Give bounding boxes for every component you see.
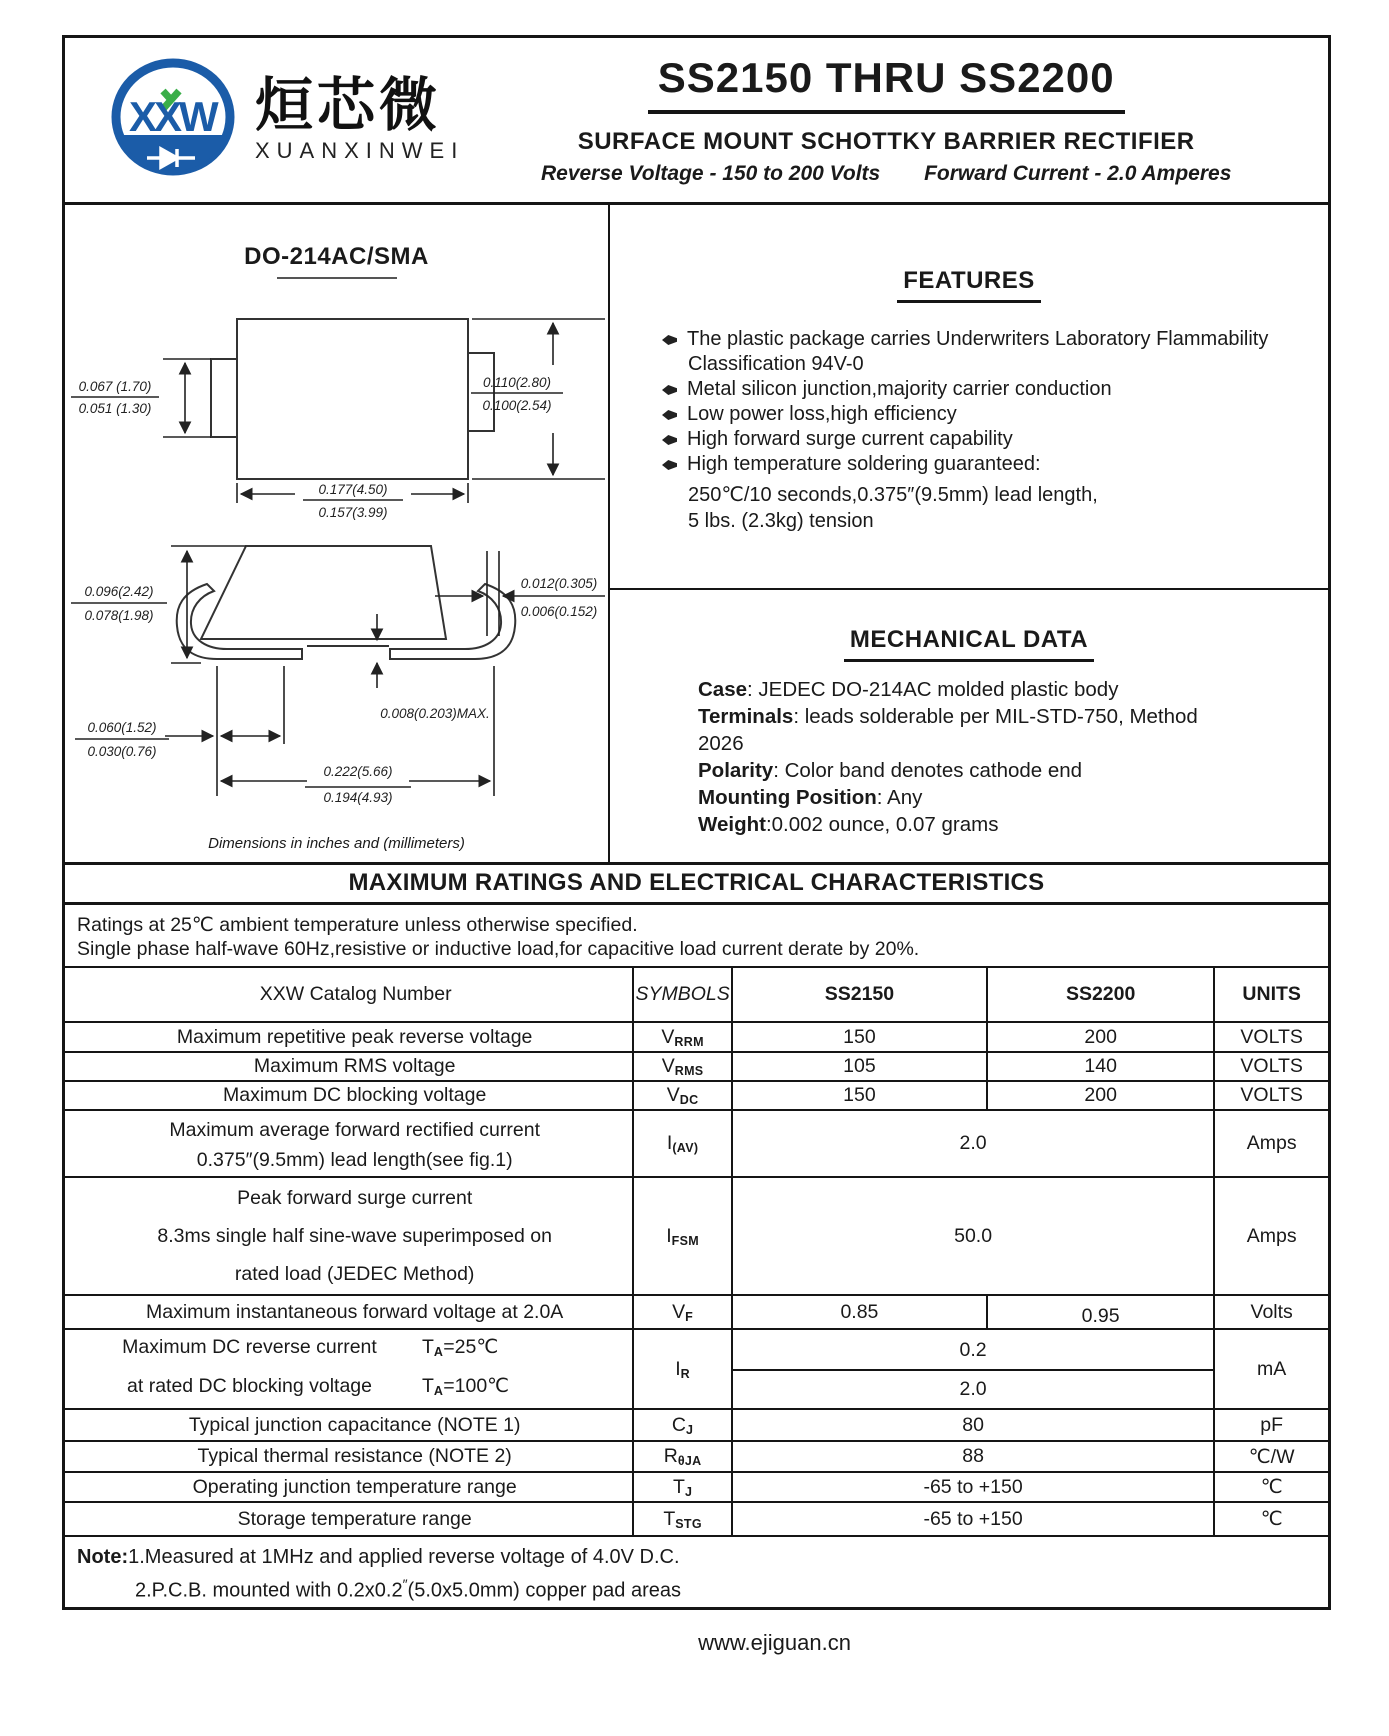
value-span: 50.0 (732, 1177, 1214, 1295)
value-span: -65 to +150 (732, 1472, 1214, 1502)
dim-lead-thickness-max: 0.012(0.305) (520, 576, 597, 591)
part-number-title: SS2150 THRU SS2200 (648, 54, 1125, 114)
units-header: UNITS (1214, 968, 1328, 1022)
symbol-vrrm: $V_{RRM}$ (633, 1022, 732, 1052)
device-subtitle: SURFACE MOUNT SCHOTTKY BARRIER RECTIFIER (577, 128, 1195, 155)
param-label: Operating junction temperature range (65, 1472, 633, 1502)
table-row-ir (65, 1329, 1328, 1409)
feature-item (662, 452, 1272, 477)
table-row-cj (65, 1409, 1328, 1441)
bullet-arrow-icon (662, 335, 677, 345)
company-name-romanized: XUANXINWEI (255, 138, 465, 163)
symbol-vrms: $V_{RMS}$ (633, 1052, 732, 1081)
table-row-vdc (65, 1081, 1328, 1110)
value-span: 2.0 (732, 1110, 1214, 1177)
mechanical-data-section (610, 590, 1328, 838)
value-span: -65 to +150 (732, 1502, 1214, 1535)
logo-mark-icon (107, 57, 245, 183)
soldering-detail-line: 250℃/10 seconds,0.375″(9.5mm) lead length, (688, 484, 1098, 506)
value-ss2200: 200 (987, 1081, 1214, 1110)
company-name-chinese: 烜芯微 (255, 73, 442, 138)
logo-text (255, 73, 465, 164)
mechanical-data-title: MECHANICAL DATA (844, 626, 1094, 662)
unit-cell: ℃ (1214, 1502, 1328, 1535)
param-label: Maximum RMS voltage (65, 1052, 633, 1081)
ratings-conditions (65, 905, 1328, 968)
package-side-view-drawing (67, 526, 607, 816)
website-url: www.ejiguan.cn (698, 1630, 851, 1655)
ir-value-25c: 0.2 (959, 1339, 987, 1361)
dim-profile-height-max: 0.096(2.42) (83, 584, 154, 599)
mech-entry-terminals: Terminals: leads solderable per MIL-STD-750, Method 2026 (698, 705, 1198, 755)
symbols-header: SYMBOLS (633, 968, 732, 1022)
value-ss2200: 200 (987, 1022, 1214, 1052)
left-lead (211, 359, 237, 437)
package-body (237, 319, 468, 479)
bullet-arrow-icon (662, 460, 677, 470)
table-row-iav (65, 1110, 1328, 1177)
feature-item (662, 327, 1272, 377)
value-ss2150: 150 (732, 1081, 987, 1110)
dim-body-height-max: 0.110(2.80) (482, 375, 551, 390)
symbol-tstg: $T_{STG}$ (633, 1502, 732, 1535)
device-column-ss2150: SS2150 (732, 968, 987, 1022)
dim-foot-width-min: 0.030(0.76) (86, 744, 157, 759)
symbol-vf: $V_F$ (633, 1295, 732, 1329)
table-row-tstg (65, 1502, 1328, 1535)
catalog-header: XXW Catalog Number (65, 968, 633, 1022)
title-block (464, 54, 1328, 186)
features-section (610, 205, 1328, 590)
mech-entry-polarity: Polarity: Color band denotes cathode end (698, 759, 1083, 782)
table-row-rthja (65, 1441, 1328, 1472)
param-label: Maximum instantaneous forward voltage at 2.0A (65, 1295, 633, 1329)
bullet-arrow-icon (662, 385, 677, 395)
dim-body-width-min: 0.157(3.99) (317, 505, 388, 520)
value-ss2200: 0.95 (987, 1295, 1214, 1329)
mechanical-data-body (698, 676, 1203, 838)
param-label: Storage temperature range (65, 1502, 633, 1535)
dim-standoff-max: 0.008(0.203)MAX. (379, 706, 490, 721)
feature-item (662, 377, 1272, 402)
symbol-iav: $I_{(AV)}$ (633, 1110, 732, 1177)
reverse-voltage-range: Reverse Voltage - 150 to 200 Volts (540, 162, 881, 185)
param-label: Maximum DC reverse current $T_A=25℃$ at rated DC blocking voltage $T_A=100℃$ (65, 1329, 633, 1409)
unit-cell: VOLTS (1214, 1022, 1328, 1052)
features-and-mechanical-panel (610, 205, 1328, 862)
dim-overall-width-max: 0.222(5.66) (322, 764, 393, 779)
ratings-condition-line2: Single phase half-wave 60Hz,resistive or inductive load,for capacitive load current derate by 20%. (77, 938, 920, 960)
symbol-ir: $I_R$ (633, 1329, 732, 1409)
unit-cell: Amps (1214, 1177, 1328, 1295)
unit-cell: ℃/W (1214, 1441, 1328, 1472)
feature-text: Low power loss,high efficiency (687, 403, 957, 425)
symbol-rthja: $R_{\theta JA}$ (633, 1441, 732, 1472)
param-label: Maximum average forward rectified current 0.375″(9.5mm) lead length(see fig.1) (65, 1110, 633, 1177)
value-ss2200: 140 (987, 1052, 1214, 1081)
mech-entry-weight: Weight:0.002 ounce, 0.07 grams (698, 813, 999, 836)
symbol-vdc: $V_{DC}$ (633, 1081, 732, 1110)
forward-current-rating: Forward Current - 2.0 Amperes (924, 162, 1232, 185)
value-stack (732, 1329, 1214, 1409)
dim-overall-width-min: 0.194(4.93) (322, 790, 393, 805)
feature-text: Metal silicon junction,majority carrier conduction (687, 378, 1112, 400)
feature-text: High forward surge current capability (687, 428, 1013, 450)
mech-entry-case: Case: JEDEC DO-214AC molded plastic body (698, 678, 1119, 701)
package-name: DO-214AC/SMA (244, 243, 429, 270)
features-title: FEATURES (897, 267, 1041, 303)
header (65, 38, 1328, 205)
unit-cell: VOLTS (1214, 1052, 1328, 1081)
unit-cell: Amps (1214, 1110, 1328, 1177)
param-label: Peak forward surge current 8.3ms single half sine-wave superimposed on rated load (JEDEC Method) (65, 1177, 633, 1295)
table-header-row (65, 968, 1328, 1022)
value-ss2150: 105 (732, 1052, 987, 1081)
value-ss2150: 150 (732, 1022, 987, 1052)
feature-item (662, 427, 1272, 452)
table-row-vf (65, 1295, 1328, 1329)
param-label: Maximum repetitive peak reverse voltage (65, 1022, 633, 1052)
dim-body-height-min: 0.100(2.54) (481, 398, 552, 413)
dim-lead-height-min: 0.051 (1.30) (78, 401, 151, 416)
feature-text: High temperature soldering guaranteed: (687, 453, 1041, 475)
symbol-cj: $C_J$ (633, 1409, 732, 1441)
dim-profile-height-min: 0.078(1.98) (83, 608, 154, 623)
param-label: Typical thermal resistance (NOTE 2) (65, 1441, 633, 1472)
features-list (662, 327, 1272, 477)
ratings-condition-line1: Ratings at 25℃ ambient temperature unless otherwise specified. (77, 914, 638, 936)
param-label: Maximum DC blocking voltage (65, 1081, 633, 1110)
feature-item (662, 402, 1272, 427)
unit-cell: mA (1214, 1329, 1328, 1409)
table-row-vrms (65, 1052, 1328, 1081)
value-ss2150: 0.85 (732, 1295, 987, 1329)
table-row-ifsm (65, 1177, 1328, 1295)
bullet-arrow-icon (662, 410, 677, 420)
datasheet-document (62, 35, 1331, 1610)
unit-cell: ℃ (1214, 1472, 1328, 1502)
condition-ta100: $T_A=100℃$ (422, 1375, 510, 1398)
device-column-ss2200: SS2200 (987, 968, 1214, 1022)
package-and-features-section (65, 205, 1328, 865)
package-outline-panel (65, 205, 610, 862)
value-span: 88 (732, 1441, 1214, 1472)
note-line2: 2.P.C.B. mounted with 0.2x0.2″(5.0x5.0mm) copper pad areas (135, 1576, 682, 1602)
bullet-arrow-icon (662, 435, 677, 445)
dim-foot-width-max: 0.060(1.52) (86, 720, 157, 735)
table-row-tj (65, 1472, 1328, 1502)
condition-ta25: $T_A=25℃$ (422, 1336, 499, 1359)
note-line1: Note:1.Measured at 1MHz and applied reverse voltage of 4.0V D.C. (77, 1546, 680, 1568)
feature-text: The plastic package carries Underwriters Laboratory Flammability Classification 94V-0 (687, 328, 1269, 375)
dim-lead-thickness-min: 0.006(0.152) (520, 604, 597, 619)
symbol-tj: $T_J$ (633, 1472, 732, 1502)
tension-detail-line: 5 lbs. (2.3kg) tension (688, 510, 874, 532)
unit-cell: pF (1214, 1409, 1328, 1441)
param-label: Typical junction capacitance (NOTE 1) (65, 1409, 633, 1441)
dimensions-caption: Dimensions in inches and (millimeters) (208, 835, 465, 852)
package-top-view-drawing (67, 279, 607, 521)
right-lead (468, 353, 494, 431)
ratings-tagline (464, 162, 1308, 186)
company-logo (107, 57, 464, 183)
logo-monogram: XXW (129, 93, 216, 140)
value-span: 80 (732, 1409, 1214, 1441)
unit-cell: VOLTS (1214, 1081, 1328, 1110)
symbol-ifsm: $I_{FSM}$ (633, 1177, 732, 1295)
dim-body-width-max: 0.177(4.50) (317, 482, 388, 497)
mech-entry-mounting: Mounting Position: Any (698, 786, 923, 809)
notes-section (65, 1535, 1328, 1607)
ratings-table (65, 968, 1328, 1535)
ir-value-100c: 2.0 (733, 1369, 1213, 1406)
unit-cell: Volts (1214, 1295, 1328, 1329)
table-row-vrrm (65, 1022, 1328, 1052)
ratings-section-title: MAXIMUM RATINGS AND ELECTRICAL CHARACTERISTICS (65, 865, 1328, 905)
dim-lead-height-max: 0.067 (1.70) (78, 379, 151, 394)
package-profile-body (201, 546, 446, 639)
